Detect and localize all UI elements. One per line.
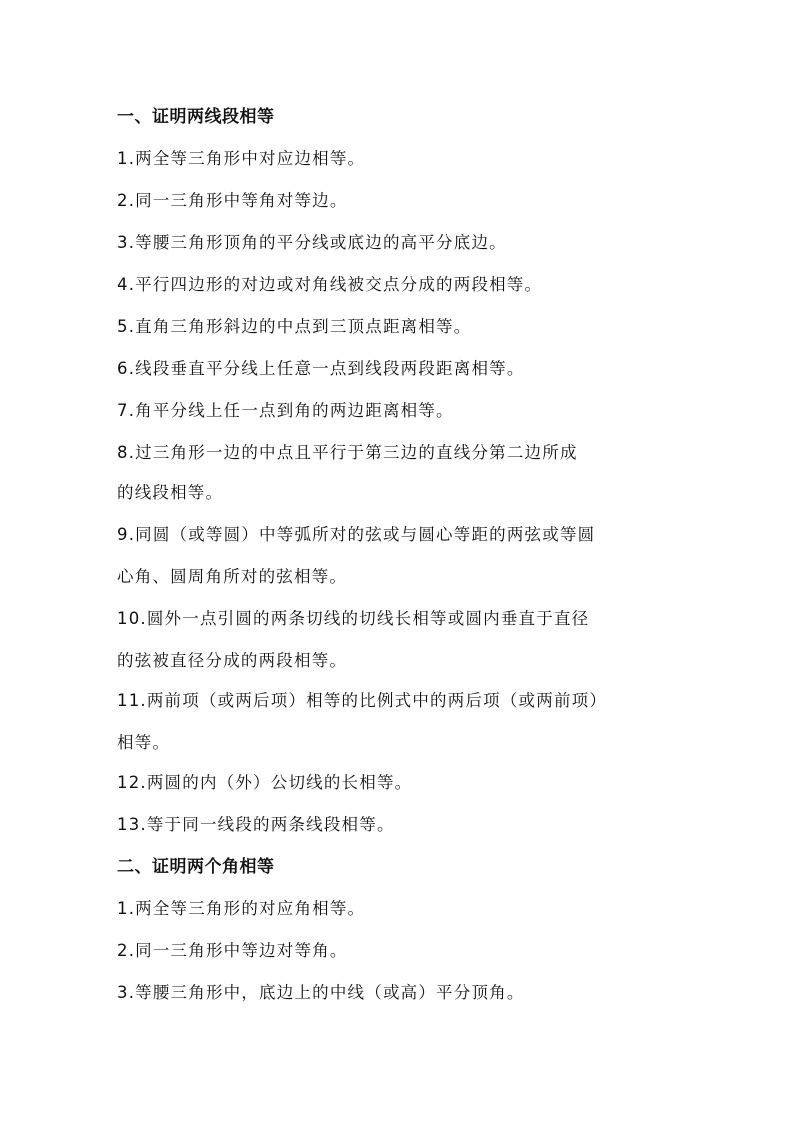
text-line: 8.过三角形一边的中点且平行于第三边的直线分第二边所成	[117, 443, 578, 462]
text-line: 3.等腰三角形顶角的平分线或底边的高平分底边。	[117, 233, 507, 252]
text-line: 7.角平分线上任一点到角的两边距离相等。	[117, 401, 454, 420]
text-line: 2.同一三角形中等角对等边。	[117, 191, 348, 210]
text-line: 的线段相等。	[117, 483, 224, 502]
text-line: 1.两全等三角形的对应角相等。	[117, 899, 366, 918]
text-line: 2.同一三角形中等边对等角。	[117, 941, 348, 960]
section-heading-1: 一、证明两线段相等	[117, 107, 275, 127]
text-line: 1.两全等三角形中对应边相等。	[117, 149, 366, 168]
text-line: 12.两圆的内（外）公切线的长相等。	[117, 773, 413, 792]
text-line: 13.等于同一线段的两条线段相等。	[117, 815, 395, 834]
text-line: 9.同圆（或等圆）中等弧所对的弦或与圆心等距的两弦或等圆	[117, 525, 596, 544]
text-line: 4.平行四边形的对边或对角线被交点分成的两段相等。	[117, 275, 543, 294]
text-line: 10.圆外一点引圆的两条切线的切线长相等或圆内垂直于直径	[117, 609, 590, 628]
text-line: 的弦被直径分成的两段相等。	[117, 651, 348, 670]
text-line: 相等。	[117, 733, 171, 752]
section-heading-2: 二、证明两个角相等	[117, 857, 275, 877]
text-line: 心角、圆周角所对的弦相等。	[117, 567, 348, 586]
text-line: 6.线段垂直平分线上任意一点到线段两段距离相等。	[117, 359, 525, 378]
text-line: 5.直角三角形斜边的中点到三顶点距离相等。	[117, 317, 472, 336]
text-line: 3.等腰三角形中，底边上的中线（或高）平分顶角。	[117, 983, 525, 1002]
text-line: 11.两前项（或两后项）相等的比例式中的两后项（或两前项）	[117, 691, 608, 710]
